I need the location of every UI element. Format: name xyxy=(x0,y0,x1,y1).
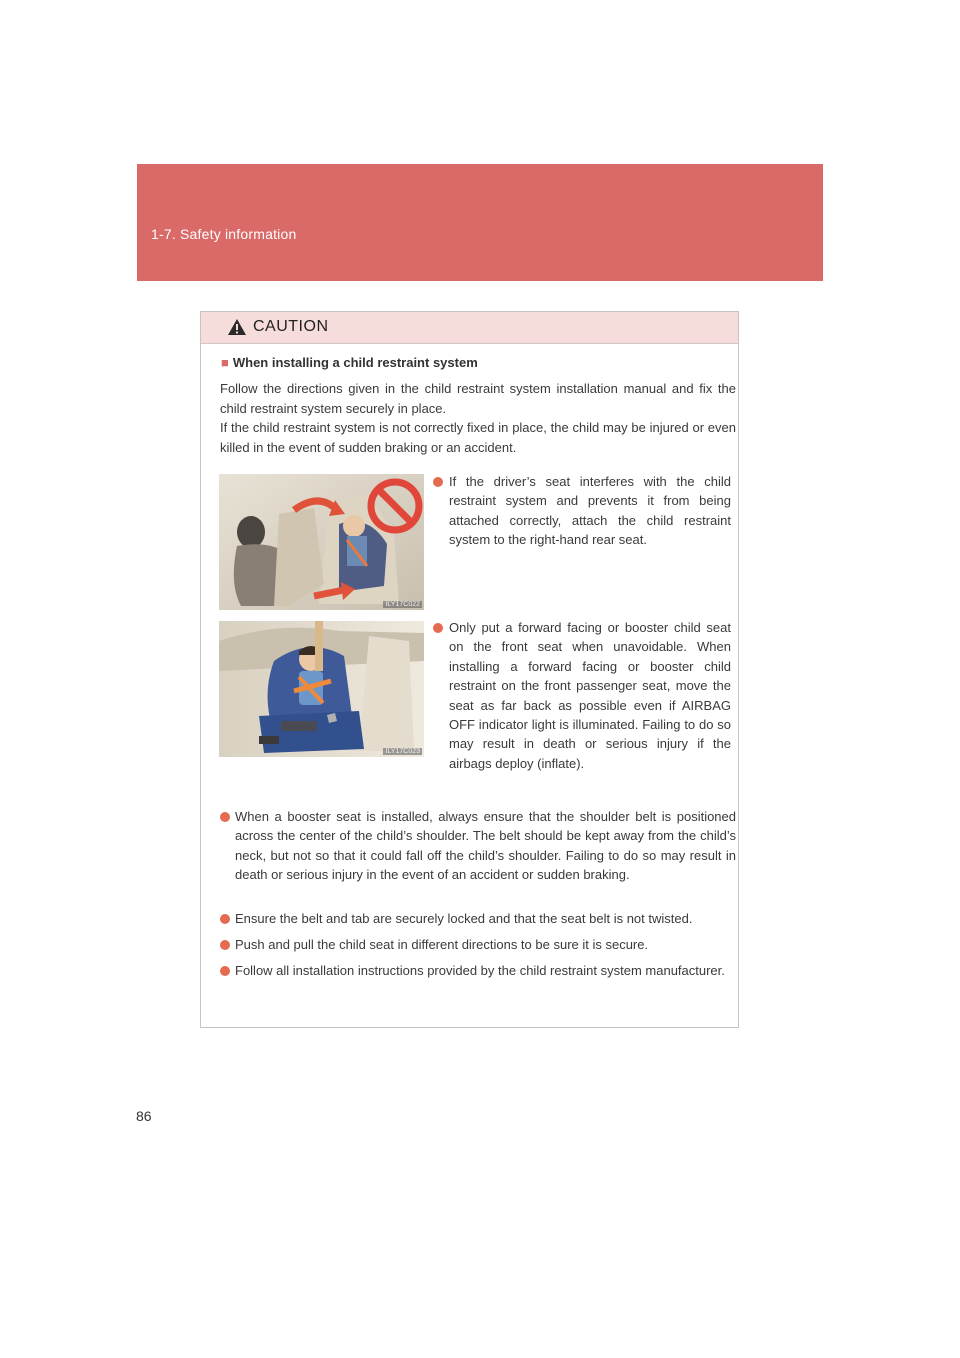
bullet-4-text: Follow all installation instructions provided by the child restraint system manufacturer. xyxy=(235,963,725,978)
image-code: ILY17C023 xyxy=(385,748,420,755)
side-bullet-1 xyxy=(433,472,731,550)
square-bullet-icon: ■ xyxy=(221,355,229,370)
caution-heading xyxy=(221,355,478,370)
bullet-3 xyxy=(220,935,736,954)
image-code: ILY17C022 xyxy=(385,601,420,608)
bullet-4 xyxy=(220,961,736,980)
illustration-driver-seat-interference xyxy=(219,474,424,610)
caution-box xyxy=(200,311,739,1028)
bullet-dot-icon xyxy=(433,477,443,487)
caution-heading-text: When installing a child restraint system xyxy=(232,355,478,370)
bullet-3-text: Push and pull the child seat in different directions to be sure it is secure. xyxy=(235,937,649,952)
section-title: 1-7. Safety information xyxy=(151,226,297,242)
bullet-dot-icon xyxy=(220,966,230,976)
side-bullet-2 xyxy=(433,618,731,773)
intro-paragraph-2: If the child restraint system is not correctly fixed in place, the child may be injured or even killed in the event of sudden braking or an accident. xyxy=(220,420,736,455)
caution-header xyxy=(201,312,738,344)
illustration-forward-facing-seat xyxy=(219,621,424,757)
bullet-dot-icon xyxy=(433,623,443,633)
bullet-1 xyxy=(220,807,736,885)
bullet-2-text: Ensure the belt and tab are securely locked and that the seat belt is not twisted. xyxy=(235,911,693,926)
bullet-dot-icon xyxy=(220,914,230,924)
bullet-1-text: When a booster seat is installed, always ensure that the shoulder belt is positioned across the center of the child’s shoulder. The belt should be kept away from the child’s neck, but not so that it could fall off the child’s shoulder. Failing to do so may result in death or serious injury in the event of an accident or sudden braking. xyxy=(235,809,736,883)
side-bullet-1-text: If the driver’s seat interferes with the child restraint system and prevents it from being attached correctly, attach the child restraint system to the right-hand rear seat. xyxy=(449,474,731,548)
bullet-dot-icon xyxy=(220,940,230,950)
bullet-dot-icon xyxy=(220,812,230,822)
intro-paragraph-1: Follow the directions given in the child restraint system installation manual and fix the child restraint system securely in place. xyxy=(220,381,736,416)
side-bullet-2-text: Only put a forward facing or booster child seat on the front seat when unavoidable. When installing a forward facing or booster child restraint on the front passenger seat, move the seat as far back as possible even if AIRBAG OFF indicator light is illuminated. Failing to do so may result in death or serious injury if the airbags deploy (inflate). xyxy=(449,620,731,771)
page-number: 86 xyxy=(136,1108,152,1124)
caution-title: CAUTION xyxy=(253,318,329,335)
bullet-2 xyxy=(220,909,736,928)
warning-triangle-icon xyxy=(227,318,247,336)
section-header-band xyxy=(137,164,823,281)
